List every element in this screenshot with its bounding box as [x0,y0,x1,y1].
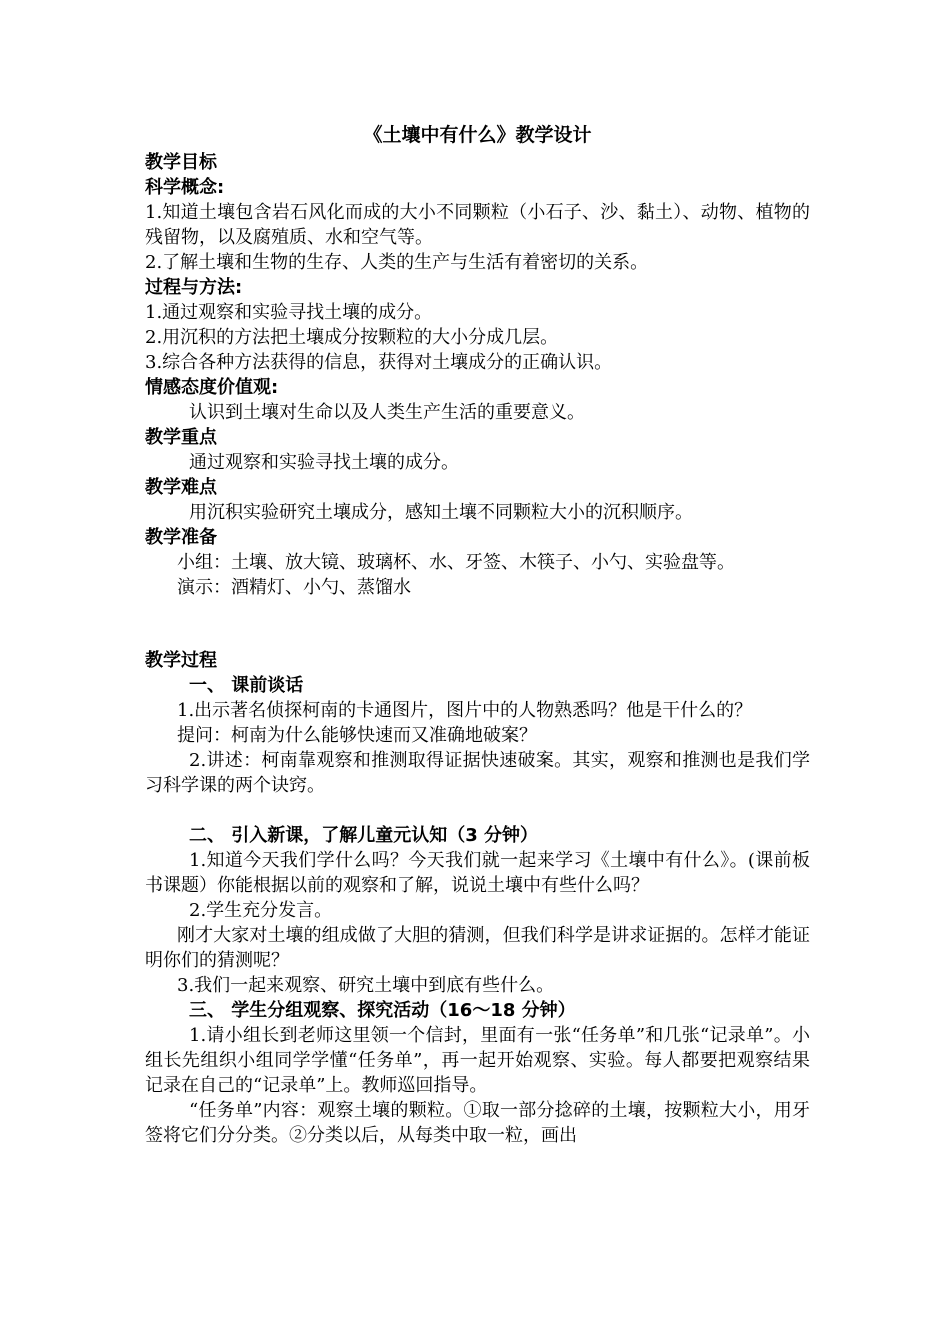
section-1-paragraph: 2.讲述：柯南靠观察和推测取得证据快速破案。其实，观察和推测也是我们学习科学课的两个诀窍。 [145,750,810,796]
concept-heading: 科学概念: [145,177,225,198]
section-1-paragraph: 1.出示著名侦探柯南的卡通图片，图片中的人物熟悉吗？他是干什么的？ [177,700,753,721]
prep-heading: 教学准备 [145,527,217,548]
document-title: 《土壤中有什么》教学设计 [363,124,592,146]
key-heading: 教学重点 [145,427,217,448]
method-heading: 过程与方法: [145,277,243,298]
spacer [145,798,810,823]
section-1-title: 一、 课前谈话 [189,675,304,696]
method-item-3: 3.综合各种方法获得的信息，获得对土壤成分的正确认识。 [145,352,613,373]
section-2-paragraph: 2.学生充分发言。 [189,900,333,921]
spacer [145,600,810,648]
prep-group: 小组：土壤、放大镜、玻璃杯、水、牙签、木筷子、小勺、实验盘等。 [177,552,735,573]
section-3-paragraph: “任务单”内容：观察土壤的颗粒。①取一部分捻碎的土壤，按颗粒大小，用牙签将它们分分类。②分类以后，从每类中取一粒，画出 [145,1100,810,1146]
method-item-1: 1.通过观察和实验寻找土壤的成分。 [145,302,433,323]
difficulty-heading: 教学难点 [145,477,217,498]
difficulty-item-1: 用沉积实验研究土壤成分，感知土壤不同颗粒大小的沉积顺序。 [189,502,693,523]
concept-item-1: 1.知道土壤包含岩石风化而成的大小不同颗粒（小石子、沙、黏土）、动物、植物的残留物，以及腐殖质、水和空气等。 [145,202,810,248]
process-heading: 教学过程 [145,650,217,671]
section-3-paragraph: 1.请小组长到老师这里领一个信封，里面有一张“任务单”和几张“记录单”。小组长先组织小组同学学懂“任务单”，再一起开始观察、实验。每人都要把观察结果记录在自己的“记录单”上。教师巡回指导。 [145,1025,810,1096]
section-2-paragraph: 刚才大家对土壤的组成做了大胆的猜测，但我们科学是讲求证据的。怎样才能证明你们的猜测呢？ [145,925,810,971]
section-3-title: 三、 学生分组观察、探究活动（16～18 分钟） [189,1000,576,1021]
attitude-heading: 情感态度价值观: [145,377,279,398]
concept-item-2: 2.了解土壤和生物的生存、人类的生产与生活有着密切的关系。 [145,252,649,273]
goals-heading: 教学目标 [145,152,217,173]
section-2-paragraph: 3.我们一起来观察、研究土壤中到底有些什么。 [177,975,555,996]
section-2-title: 二、 引入新课，了解儿童元认知（3 分钟） [189,825,539,846]
key-item-1: 通过观察和实验寻找土壤的成分。 [189,452,459,473]
method-item-2: 2.用沉积的方法把土壤成分按颗粒的大小分成几层。 [145,327,559,348]
attitude-item-1: 认识到土壤对生命以及人类生产生活的重要意义。 [189,402,585,423]
prep-demo: 演示：酒精灯、小勺、蒸馏水 [177,577,411,598]
section-2-paragraph: 1.知道今天我们学什么吗？今天我们就一起来学习《土壤中有什么》。(课前板书课题）你能根据以前的观察和了解，说说土壤中有些什么吗？ [145,850,810,896]
section-1-paragraph: 提问：柯南为什么能够快速而又准确地破案？ [177,725,537,746]
